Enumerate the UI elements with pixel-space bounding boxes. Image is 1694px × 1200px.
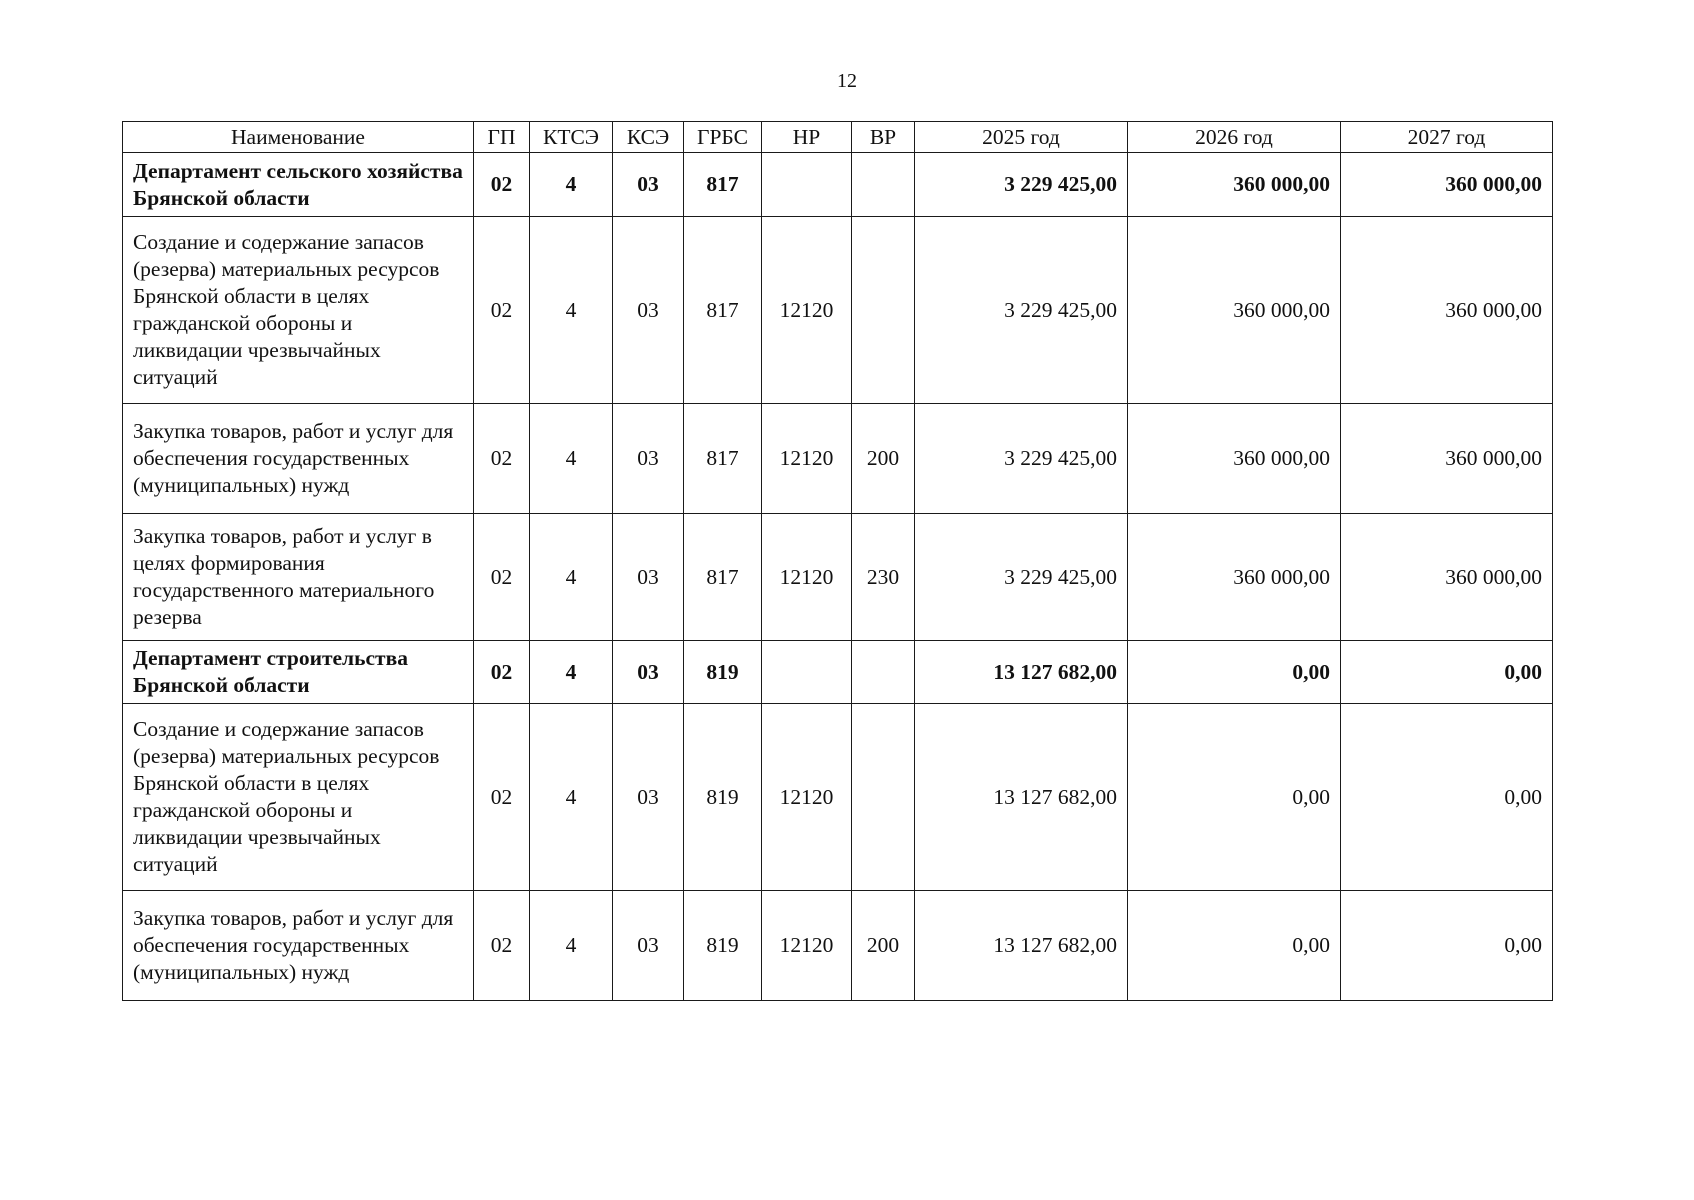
cell-name: Закупка товаров, работ и услуг для обеспечения государственных (муниципальных) нужд: [123, 404, 474, 514]
header-gp: ГП: [474, 122, 530, 153]
cell-name: Закупка товаров, работ и услуг для обеспечения государственных (муниципальных) нужд: [123, 891, 474, 1001]
cell-nr: [762, 641, 852, 704]
cell-vr: [852, 704, 915, 891]
cell-gp: 02: [474, 514, 530, 641]
budget-table: [122, 121, 1553, 1001]
department-row: [123, 153, 1553, 217]
table-row: [123, 514, 1553, 641]
cell-ktse: 4: [530, 404, 613, 514]
header-2027: 2027 год: [1341, 122, 1553, 153]
cell-vr: 200: [852, 891, 915, 1001]
cell-nr: 12120: [762, 891, 852, 1001]
cell-gp: 02: [474, 704, 530, 891]
cell-vr: [852, 641, 915, 704]
header-ktse: КТСЭ: [530, 122, 613, 153]
cell-2025: 3 229 425,00: [915, 217, 1128, 404]
header-2026: 2026 год: [1128, 122, 1341, 153]
cell-2027: 0,00: [1341, 704, 1553, 891]
cell-vr: [852, 217, 915, 404]
cell-nr: [762, 153, 852, 217]
cell-ktse: 4: [530, 641, 613, 704]
cell-grbs: 817: [684, 404, 762, 514]
cell-nr: 12120: [762, 217, 852, 404]
cell-vr: 200: [852, 404, 915, 514]
cell-kse: 03: [613, 514, 684, 641]
cell-2026: 360 000,00: [1128, 217, 1341, 404]
cell-2026: 360 000,00: [1128, 153, 1341, 217]
cell-nr: 12120: [762, 514, 852, 641]
cell-2025: 13 127 682,00: [915, 641, 1128, 704]
cell-gp: 02: [474, 404, 530, 514]
cell-name: Создание и содержание запасов (резерва) материальных ресурсов Брянской области в целях гражданской обороны и ликвидации чрезвычайных ситуаций: [123, 704, 474, 891]
cell-ktse: 4: [530, 891, 613, 1001]
cell-nr: 12120: [762, 704, 852, 891]
cell-2027: 360 000,00: [1341, 514, 1553, 641]
cell-2027: 0,00: [1341, 641, 1553, 704]
cell-2026: 360 000,00: [1128, 514, 1341, 641]
cell-kse: 03: [613, 153, 684, 217]
cell-grbs: 817: [684, 217, 762, 404]
header-2025: 2025 год: [915, 122, 1128, 153]
cell-ktse: 4: [530, 153, 613, 217]
header-grbs: ГРБС: [684, 122, 762, 153]
department-row: [123, 641, 1553, 704]
table-row: [123, 217, 1553, 404]
cell-grbs: 819: [684, 891, 762, 1001]
table-row: [123, 891, 1553, 1001]
cell-2026: 0,00: [1128, 891, 1341, 1001]
cell-2025: 3 229 425,00: [915, 153, 1128, 217]
cell-grbs: 817: [684, 514, 762, 641]
cell-2027: 360 000,00: [1341, 404, 1553, 514]
cell-grbs: 819: [684, 704, 762, 891]
cell-kse: 03: [613, 217, 684, 404]
cell-gp: 02: [474, 153, 530, 217]
cell-grbs: 817: [684, 153, 762, 217]
cell-2026: 0,00: [1128, 704, 1341, 891]
header-kse: КСЭ: [613, 122, 684, 153]
cell-vr: [852, 153, 915, 217]
page-number: 12: [837, 70, 857, 92]
header-vr: ВР: [852, 122, 915, 153]
cell-name: Закупка товаров, работ и услуг в целях формирования государственного материального резерва: [123, 514, 474, 641]
cell-kse: 03: [613, 704, 684, 891]
cell-2025: 3 229 425,00: [915, 404, 1128, 514]
cell-kse: 03: [613, 404, 684, 514]
cell-gp: 02: [474, 641, 530, 704]
cell-2025: 13 127 682,00: [915, 891, 1128, 1001]
header-name: Наименование: [123, 122, 474, 153]
cell-kse: 03: [613, 641, 684, 704]
cell-gp: 02: [474, 217, 530, 404]
cell-nr: 12120: [762, 404, 852, 514]
cell-name: Департамент строительства Брянской области: [123, 641, 474, 704]
header-row: [123, 122, 1553, 153]
cell-kse: 03: [613, 891, 684, 1001]
cell-2025: 13 127 682,00: [915, 704, 1128, 891]
cell-2026: 0,00: [1128, 641, 1341, 704]
cell-ktse: 4: [530, 704, 613, 891]
cell-2027: 360 000,00: [1341, 217, 1553, 404]
cell-ktse: 4: [530, 514, 613, 641]
cell-vr: 230: [852, 514, 915, 641]
table-row: [123, 704, 1553, 891]
header-nr: НР: [762, 122, 852, 153]
cell-name: Департамент сельского хозяйства Брянской области: [123, 153, 474, 217]
cell-name: Создание и содержание запасов (резерва) материальных ресурсов Брянской области в целях гражданской обороны и ликвидации чрезвычайных ситуаций: [123, 217, 474, 404]
cell-2025: 3 229 425,00: [915, 514, 1128, 641]
cell-grbs: 819: [684, 641, 762, 704]
cell-2026: 360 000,00: [1128, 404, 1341, 514]
cell-gp: 02: [474, 891, 530, 1001]
cell-2027: 0,00: [1341, 891, 1553, 1001]
table-row: [123, 404, 1553, 514]
cell-ktse: 4: [530, 217, 613, 404]
cell-2027: 360 000,00: [1341, 153, 1553, 217]
